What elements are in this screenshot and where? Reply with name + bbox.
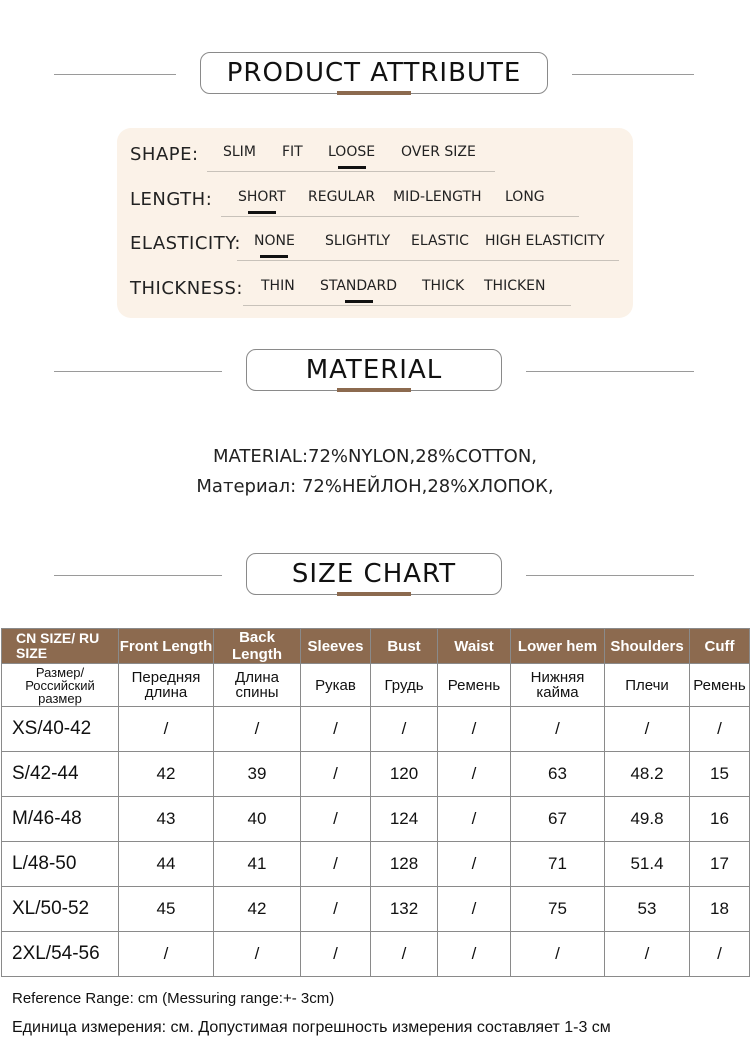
divider — [572, 74, 694, 75]
table-cell: 120 — [371, 752, 438, 797]
table-cell: / — [438, 932, 511, 977]
table-cell: 132 — [371, 887, 438, 932]
section-title-pill — [246, 553, 502, 595]
attr-label: THICKNESS: — [130, 278, 243, 299]
reference-note-ru: Единица измерения: см. Допустимая погрешность измерения составляет 1-3 см — [12, 1019, 611, 1036]
attr-option: THICKEN — [484, 278, 546, 294]
table-cell: / — [371, 707, 438, 752]
divider — [526, 371, 694, 372]
header-ru-cell: Ремень — [690, 664, 750, 707]
table-cell: 17 — [690, 842, 750, 887]
table-cell: 51.4 — [605, 842, 690, 887]
table-row — [2, 842, 750, 887]
table-cell: 16 — [690, 797, 750, 842]
table-cell: 42 — [214, 887, 301, 932]
table-cell: / — [214, 932, 301, 977]
header-cell: Lower hem — [511, 629, 605, 664]
table-cell: 128 — [371, 842, 438, 887]
section-title-pill — [200, 52, 548, 94]
accent-bar — [337, 388, 411, 392]
attr-option: MID-LENGTH — [393, 189, 482, 205]
size-label-cell: XS/40-42 — [2, 707, 119, 752]
attr-option: HIGH ELASTICITY — [485, 233, 605, 249]
table-cell: 48.2 — [605, 752, 690, 797]
header-ru-cell: Плечи — [605, 664, 690, 707]
section-title: PRODUCT ATTRIBUTE — [226, 58, 522, 88]
size-chart-header — [0, 553, 750, 599]
divider — [54, 74, 176, 75]
size-label-cell: L/48-50 — [2, 842, 119, 887]
product-attribute-header — [0, 52, 750, 98]
header-ru-cell: Грудь — [371, 664, 438, 707]
attr-label: LENGTH: — [130, 189, 213, 210]
attr-option: REGULAR — [308, 189, 376, 205]
table-cell: 42 — [119, 752, 214, 797]
divider — [526, 575, 694, 576]
attr-option-selected: STANDARD — [320, 278, 398, 294]
table-cell: / — [301, 707, 371, 752]
material-en — [0, 446, 750, 467]
attr-option-selected: LOOSE — [328, 144, 376, 160]
header-cell: Cuff — [690, 629, 750, 664]
table-cell: 63 — [511, 752, 605, 797]
table-cell: 18 — [690, 887, 750, 932]
table-row — [2, 932, 750, 977]
table-cell: / — [438, 842, 511, 887]
material-en-label: MATERIAL: — [212, 446, 309, 467]
attr-option: ELASTIC — [411, 233, 469, 249]
attr-option: SLIM — [223, 144, 256, 160]
header-ru-cell: Ремень — [438, 664, 511, 707]
row-underline — [243, 305, 571, 306]
table-cell: 67 — [511, 797, 605, 842]
header-cell: Shoulders — [605, 629, 690, 664]
material-ru — [0, 476, 750, 497]
table-cell: 75 — [511, 887, 605, 932]
size-label-cell: XL/50-52 — [2, 887, 119, 932]
attr-row-thickness — [117, 274, 633, 304]
section-title: SIZE CHART — [291, 559, 457, 589]
table-cell: / — [511, 932, 605, 977]
table-cell: 15 — [690, 752, 750, 797]
header-ru-cell: Размер/ Российский размер — [2, 664, 119, 707]
attr-row-length — [117, 185, 633, 215]
row-underline — [237, 260, 619, 261]
table-cell: / — [119, 932, 214, 977]
table-cell: / — [301, 932, 371, 977]
attr-row-elasticity — [117, 229, 633, 259]
material-header — [0, 349, 750, 395]
header-cell: Bust — [371, 629, 438, 664]
header-cell: Sleeves — [301, 629, 371, 664]
table-cell: 44 — [119, 842, 214, 887]
table-row — [2, 707, 750, 752]
header-cell: CN SIZE/ RU SIZE — [2, 629, 119, 664]
table-cell: 124 — [371, 797, 438, 842]
material-ru-label: Материал: — [196, 476, 297, 497]
accent-bar — [337, 592, 411, 596]
header-cell: Waist — [438, 629, 511, 664]
table-cell: / — [690, 932, 750, 977]
table-cell: 71 — [511, 842, 605, 887]
table-cell: / — [301, 887, 371, 932]
attr-label: ELASTICITY: — [130, 233, 241, 254]
header-ru-cell: Длина спины — [214, 664, 301, 707]
header-ru-cell: Передняя длина — [119, 664, 214, 707]
table-cell: / — [438, 887, 511, 932]
table-cell: / — [690, 707, 750, 752]
attr-option: SLIGHTLY — [325, 233, 391, 249]
header-cell: Back Length — [214, 629, 301, 664]
attr-option: THIN — [261, 278, 295, 294]
table-cell: / — [119, 707, 214, 752]
table-row — [2, 887, 750, 932]
table-cell: / — [605, 707, 690, 752]
attr-option-selected: SHORT — [238, 189, 286, 205]
table-cell: / — [438, 797, 511, 842]
table-header-ru-row — [2, 664, 750, 707]
table-cell: 53 — [605, 887, 690, 932]
size-label-cell: M/46-48 — [2, 797, 119, 842]
size-table — [1, 628, 750, 977]
table-cell: 43 — [119, 797, 214, 842]
size-label-cell: S/42-44 — [2, 752, 119, 797]
table-cell: 41 — [214, 842, 301, 887]
table-cell: / — [301, 752, 371, 797]
divider — [54, 575, 222, 576]
table-cell: 49.8 — [605, 797, 690, 842]
table-cell: 39 — [214, 752, 301, 797]
table-row — [2, 752, 750, 797]
attr-option-selected: NONE — [254, 233, 295, 249]
reference-note-en: Reference Range: cm (Messuring range:+- 3cm) — [12, 990, 335, 1007]
material-en-value: 72%NYLON,28%COTTON, — [308, 446, 538, 467]
attr-option: OVER SIZE — [401, 144, 476, 160]
divider — [54, 371, 222, 372]
attr-option: FIT — [282, 144, 303, 160]
attr-row-shape — [117, 140, 633, 170]
section-title: MATERIAL — [305, 355, 443, 385]
header-ru-cell: Нижняя кайма — [511, 664, 605, 707]
attr-label: SHAPE: — [130, 144, 199, 165]
table-cell: / — [605, 932, 690, 977]
table-cell: / — [214, 707, 301, 752]
attr-option: LONG — [505, 189, 545, 205]
section-title-pill — [246, 349, 502, 391]
table-cell: / — [511, 707, 605, 752]
table-cell: / — [438, 707, 511, 752]
attribute-panel — [117, 128, 633, 318]
header-cell: Front Length — [119, 629, 214, 664]
header-ru-cell: Рукав — [301, 664, 371, 707]
table-cell: / — [438, 752, 511, 797]
table-cell: 45 — [119, 887, 214, 932]
size-label-cell: 2XL/54-56 — [2, 932, 119, 977]
table-cell: 40 — [214, 797, 301, 842]
row-underline — [207, 171, 495, 172]
table-row — [2, 797, 750, 842]
table-cell: / — [371, 932, 438, 977]
table-cell: / — [301, 842, 371, 887]
accent-bar — [337, 91, 411, 95]
table-header-row — [2, 629, 750, 664]
row-underline — [221, 216, 579, 217]
table-cell: / — [301, 797, 371, 842]
material-ru-value: 72%НЕЙЛОН,28%ХЛОПОК, — [301, 476, 554, 497]
attr-option: THICK — [422, 278, 465, 294]
